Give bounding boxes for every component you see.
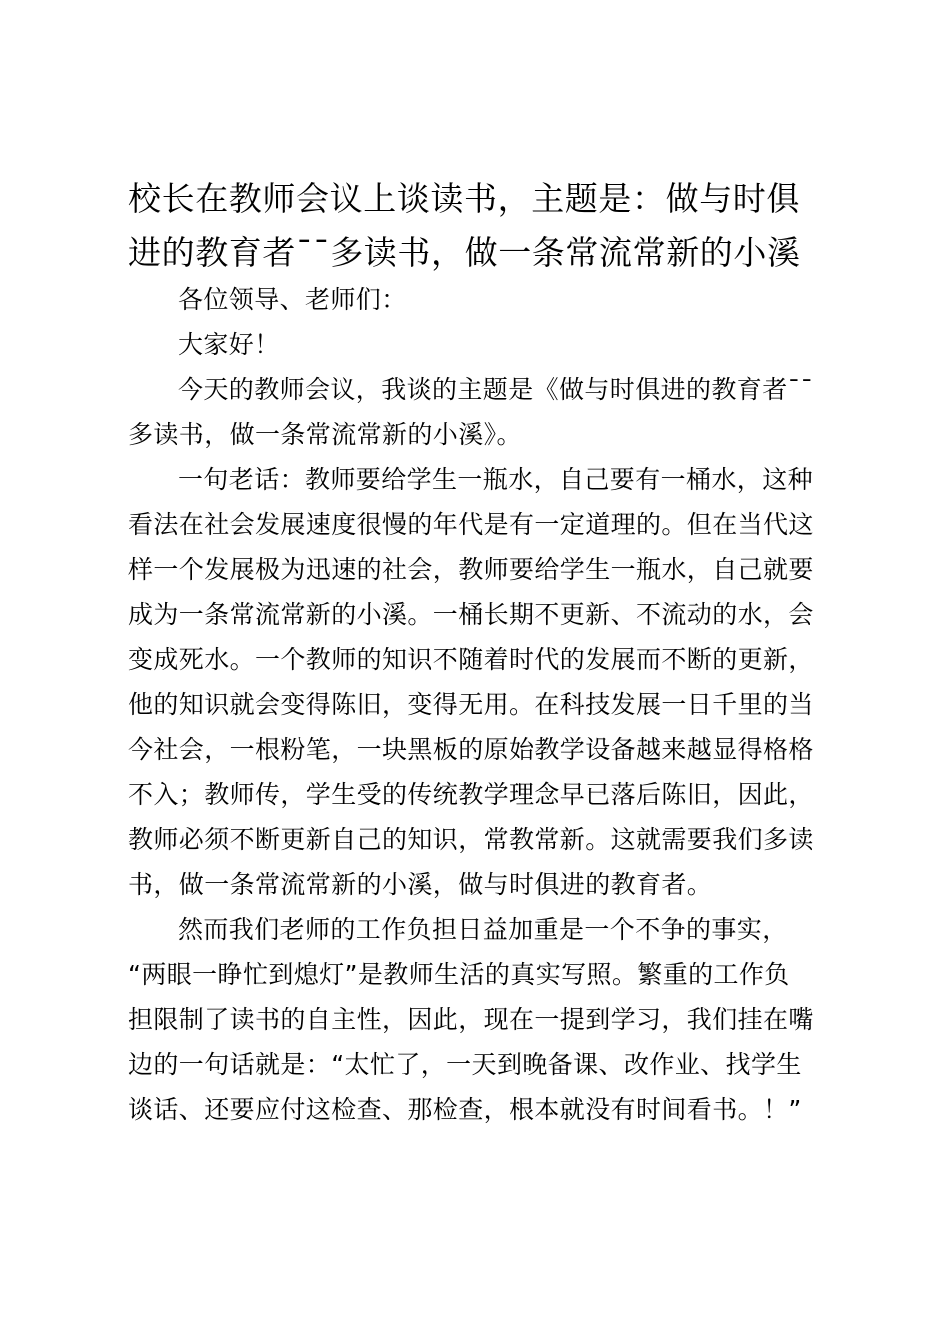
- paragraph-3: [128, 907, 834, 1132]
- paragraph-3-line-5: 谈话、还要应付这检查、那检查，根本就没有时间看书。！”: [128, 1095, 802, 1124]
- paragraph-2-line-6: 他的知识就会变得陈旧，变得无用。在科技发展一日千里的当: [128, 690, 814, 719]
- paragraph-2-line-3: 样一个发展极为迅速的社会，教师要给学生一瓶水，自己就要: [128, 555, 814, 584]
- paragraph-2-line-10: 书，做一条常流常新的小溪，做与时俱进的教育者。: [128, 870, 713, 899]
- paragraph-2-line-9: 教师必须不断更新自己的知识，常教常新。这就需要我们多读: [128, 825, 814, 854]
- paragraph-2-line-8: 不入；教师传，学生受的传统教学理念早已落后陈旧，因此，: [128, 780, 814, 809]
- paragraph-2-line-4: 成为一条常流常新的小溪。一桶长期不更新、不流动的水，会: [128, 600, 814, 629]
- paragraph-2: [128, 457, 834, 907]
- hello-line: 大家好！: [178, 330, 280, 359]
- paragraph-2-line-5: 变成死水。一个教师的知识不随着时代的发展而不断的更新，: [128, 645, 814, 674]
- paragraph-3-line-4: 边的一句话就是：“太忙了，一天到晚备课、改作业、找学生: [128, 1050, 802, 1079]
- paragraph-1-line-1: 今天的教师会议，我谈的主题是《做与时俱进的教育者¯¯: [178, 375, 814, 404]
- greeting-line: 各位领导、老师们：: [178, 285, 407, 314]
- paragraph-3-line-1: 然而我们老师的工作负担日益加重是一个不争的事实，: [178, 915, 788, 944]
- paragraph-2-line-2: 看法在社会发展速度很慢的年代是有一定道理的。但在当代这: [128, 510, 814, 539]
- paragraph-2-line-7: 今社会，一根粉笔，一块黑板的原始教学设备越来越显得格格: [128, 735, 814, 764]
- title-line-1: 校长在教师会议上谈读书，主题是：做与时俱: [128, 179, 800, 218]
- document-body: [128, 277, 834, 1132]
- paragraph-1-line-2: 多读书，做一条常流常新的小溪》。: [128, 420, 522, 449]
- document-title: [128, 172, 834, 280]
- paragraph-3-line-2: “两眼一睁忙到熄灯”是教师生活的真实写照。繁重的工作负: [128, 960, 790, 989]
- paragraph-2-line-1: 一句老话：教师要给学生一瓶水，自己要有一桶水，这种: [178, 465, 814, 494]
- paragraph-1: [128, 367, 834, 457]
- paragraph-3-line-3: 担限制了读书的自主性，因此，现在一提到学习，我们挂在嘴: [128, 1005, 814, 1034]
- title-line-2: 进的教育者¯¯多读书，做一条常流常新的小溪: [128, 233, 801, 272]
